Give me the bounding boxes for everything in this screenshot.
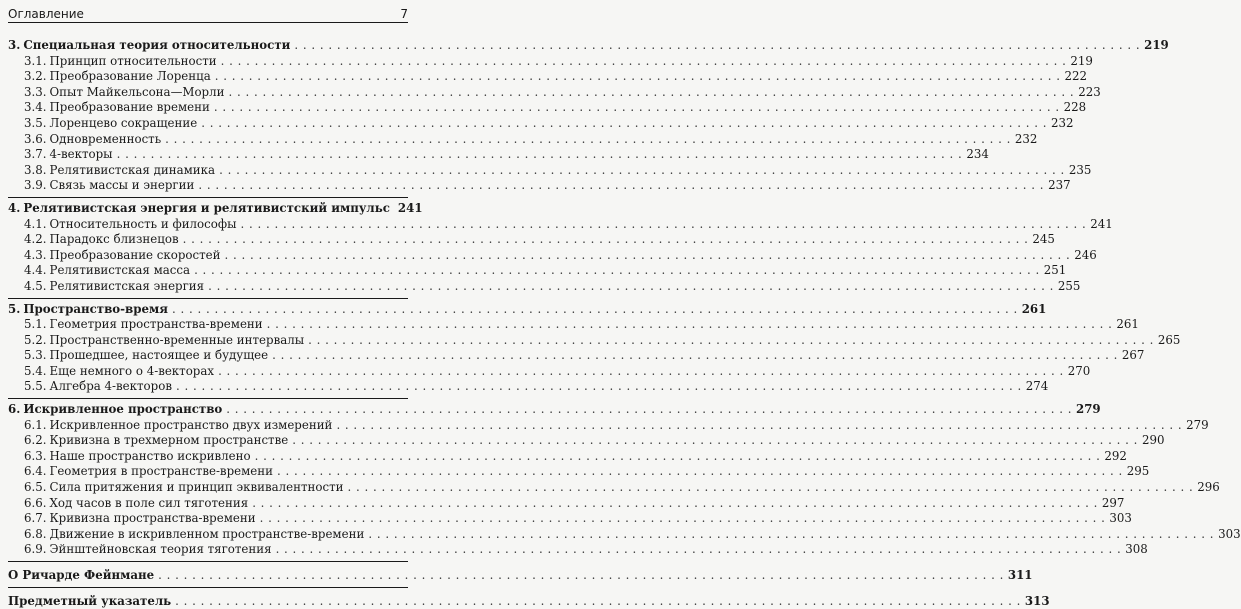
dot-leader (260, 511, 1106, 527)
section-entry-page-number: 303 (1109, 511, 1132, 526)
chapter-entry-page-number: 241 (397, 200, 423, 215)
section-entry-number: 6.8. (24, 526, 47, 541)
section-entry-title-wrap (24, 364, 214, 380)
standalone-entry-title-wrap (8, 594, 171, 609)
section-entry[interactable] (8, 216, 1113, 233)
section-entry-page-number: 308 (1125, 542, 1148, 557)
section-entry-page-number: 245 (1032, 232, 1055, 247)
dot-leader (183, 232, 1029, 248)
chapter-entry-title-wrap (8, 201, 390, 217)
section-entry-number: 5.5. (24, 379, 47, 394)
section-entry-title: Преобразование Лоренца (49, 69, 211, 84)
section-entry-title: Искривленное пространство двух измерений (49, 417, 333, 432)
chapter-entry[interactable] (8, 402, 1101, 418)
section-entry[interactable] (8, 263, 1067, 279)
dot-leader (221, 54, 1067, 70)
section-entry-page-number: 297 (1101, 495, 1125, 510)
section-entry-number: 5.1. (24, 317, 47, 332)
section-entry-title: Наше пространство искривлено (49, 448, 251, 463)
section-entry-number: 3.8. (24, 162, 47, 177)
section-entry-title-wrap (24, 116, 197, 132)
section-entry[interactable] (8, 379, 1049, 395)
section-entry-title-wrap (24, 69, 211, 85)
section-entry-title-wrap (24, 178, 194, 194)
section-entry[interactable] (8, 69, 1088, 85)
dot-leader (218, 364, 1064, 380)
section-entry[interactable] (8, 526, 1241, 543)
section-entry-title-wrap (24, 100, 210, 116)
section-entry-title-wrap (24, 480, 343, 496)
section-entry-title-wrap (24, 163, 215, 179)
section-entry-title-wrap (24, 348, 268, 364)
section-entry-page-number: 228 (1063, 100, 1087, 115)
chapter-entry[interactable] (8, 200, 423, 217)
section-entry[interactable] (8, 147, 989, 163)
chapter-entry-number: 6. (8, 402, 21, 417)
section-entry-page-number: 232 (1014, 131, 1038, 146)
section-entry-number: 4.3. (24, 247, 47, 262)
section-entry-title-wrap (24, 54, 217, 70)
section-entry[interactable] (8, 84, 1101, 101)
section-entry[interactable] (8, 363, 1091, 380)
section-entry-page-number: 270 (1067, 363, 1091, 378)
chapter-group (8, 301, 1181, 400)
chapter-entry-title: Релятивистская энергия и релятивистский импульс (23, 200, 390, 215)
section-entry-number: 4.1. (24, 216, 47, 231)
section-entry-number: 5.2. (24, 332, 47, 347)
section-entry-number: 6.5. (24, 480, 47, 495)
section-entry-page-number: 232 (1050, 115, 1074, 130)
section-entry-page-number: 222 (1064, 69, 1088, 84)
section-entry-title: Преобразование скоростей (49, 247, 221, 262)
section-entry-page-number: 261 (1116, 317, 1139, 332)
chapter-group (8, 200, 1113, 299)
section-entry-page-number: 265 (1157, 332, 1181, 347)
section-entry-title: Сила притяжения и принцип эквивалентности (49, 480, 344, 495)
chapter-entry-number: 4. (8, 200, 21, 215)
section-entry-title: Опыт Майкельсона—Морли (49, 84, 225, 99)
section-entry-number: 3.7. (24, 147, 47, 162)
section-entry-title: 4-векторы (49, 147, 113, 162)
section-entry-title: Релятивистская энергия (49, 278, 205, 293)
section-entry-page-number: 235 (1068, 162, 1092, 177)
standalone-entry[interactable] (8, 568, 1033, 584)
section-entry-title: Ход часов в поле сил тяготения (49, 495, 249, 510)
section-entry-number: 3.2. (24, 69, 47, 84)
section-entry-title: Относительность и философы (49, 216, 237, 231)
dot-leader (226, 402, 1072, 418)
section-entry-number: 6.3. (24, 448, 47, 463)
section-entry[interactable] (8, 348, 1145, 364)
section-entry-number: 3.9. (24, 178, 47, 193)
dot-leader (368, 527, 1214, 543)
section-entry-title-wrap (24, 317, 263, 333)
dot-leader (158, 568, 1004, 584)
section-entry-number: 6.9. (24, 542, 47, 557)
section-entry[interactable] (8, 433, 1165, 449)
section-entry-title: Движение в искривленном пространстве-времени (49, 526, 365, 541)
chapter-entry[interactable] (8, 301, 1047, 318)
section-entry-page-number: 219 (1070, 53, 1093, 68)
section-entry-title: Принцип относительности (49, 53, 217, 68)
section-entry-title-wrap (24, 85, 224, 101)
section-entry-page-number: 251 (1043, 263, 1067, 278)
dot-leader (172, 302, 1018, 318)
dot-leader (165, 132, 1011, 148)
dot-leader (347, 480, 1193, 496)
section-entry-title-wrap (24, 496, 248, 512)
standalone-entry-title-wrap (8, 568, 154, 584)
chapter-entry-title: Специальная теория относительности (23, 38, 291, 52)
section-entry[interactable] (8, 178, 1071, 194)
dot-leader (201, 116, 1047, 132)
section-entry[interactable] (8, 247, 1097, 264)
section-entry-title-wrap (24, 449, 251, 465)
chapter-entry-title: Искривленное пространство (23, 402, 223, 417)
section-entry-number: 3.4. (24, 100, 47, 115)
chapter-entry-page-number: 279 (1076, 402, 1101, 417)
section-entry-page-number: 303 (1218, 526, 1241, 541)
section-entry-title-wrap (24, 333, 304, 349)
chapter-entry-number: 3. (8, 38, 21, 52)
standalone-entry-page-number: 313 (1024, 593, 1050, 608)
section-entry-number: 3.5. (24, 115, 47, 130)
section-entry[interactable] (8, 100, 1087, 116)
section-entry-title: Прошедшее, настоящее и будущее (49, 348, 269, 363)
section-entry-title-wrap (24, 279, 204, 295)
table-of-contents (8, 38, 1241, 609)
section-entry-number: 6.7. (24, 511, 47, 526)
dot-leader (255, 449, 1101, 465)
section-entry-title: Геометрия пространства-времени (49, 317, 263, 332)
section-entry-title-wrap (24, 464, 273, 480)
section-entry-page-number: 295 (1126, 464, 1150, 479)
section-entry-number: 5.3. (24, 348, 47, 363)
standalone-entry-title: Предметный указатель (8, 593, 172, 608)
section-entry-title-wrap (24, 433, 288, 449)
section-entry-number: 6.1. (24, 417, 47, 432)
dot-leader (272, 348, 1118, 364)
section-entry-number: 3.3. (24, 84, 47, 99)
running-head-title: Оглавление (8, 7, 84, 21)
dot-leader (215, 69, 1061, 85)
dot-leader (294, 38, 1140, 54)
section-entry[interactable] (8, 511, 1132, 527)
section-entry-title: Релятивистская масса (49, 263, 191, 278)
section-entry-title: Одновременность (49, 131, 162, 146)
section-entry-title: Геометрия в пространстве-времени (49, 464, 273, 479)
section-entry[interactable] (8, 53, 1093, 70)
section-entry-title: Преобразование времени (49, 100, 210, 115)
section-entry-page-number: 241 (1090, 216, 1113, 231)
section-entry-page-number: 223 (1078, 84, 1101, 99)
section-entry[interactable] (8, 232, 1055, 248)
section-entry-title-wrap (24, 217, 236, 233)
section-entry-title-wrap (24, 379, 172, 395)
section-entry-title: Кривизна в трехмерном пространстве (49, 433, 289, 448)
dot-leader (194, 263, 1040, 279)
section-entry[interactable] (8, 448, 1127, 465)
section-entry-number: 6.6. (24, 495, 47, 510)
section-entry[interactable] (8, 417, 1209, 434)
section-entry-number: 6.2. (24, 433, 47, 448)
section-entry-title: Еще немного о 4-векторах (49, 363, 215, 378)
dot-leader (277, 464, 1123, 480)
chapter-entry-title: Пространство-время (23, 301, 168, 316)
section-entry-page-number: 237 (1048, 178, 1071, 193)
dot-leader (214, 100, 1060, 116)
standalone-entry-title: О Ричарде Фейнмане (8, 568, 155, 582)
section-entry-number: 6.4. (24, 464, 47, 479)
dot-leader (225, 248, 1071, 264)
chapter-group (8, 38, 1169, 198)
dot-leader (208, 279, 1054, 295)
running-head-page-number: 7 (400, 7, 408, 21)
section-entry-page-number: 296 (1197, 480, 1220, 495)
chapter-entry[interactable] (8, 38, 1169, 54)
section-entry-title: Алгебра 4-векторов (49, 379, 172, 394)
section-entry-title-wrap (24, 147, 113, 163)
dot-leader (117, 147, 963, 163)
section-entry-page-number: 279 (1186, 417, 1209, 432)
chapter-entry-title-wrap (8, 402, 222, 418)
section-entry[interactable] (8, 464, 1150, 480)
section-entry-page-number: 274 (1025, 379, 1049, 394)
section-entry[interactable] (8, 115, 1074, 132)
section-entry-title-wrap (24, 248, 221, 264)
section-entry-title-wrap (24, 263, 190, 279)
dot-leader (240, 217, 1086, 233)
section-entry-title-wrap (24, 542, 272, 558)
standalone-entry-page-number: 311 (1007, 568, 1033, 582)
section-entry-page-number: 255 (1057, 278, 1081, 293)
section-entry-title: Эйнштейновская теория тяготения (49, 542, 272, 557)
running-head (8, 5, 408, 23)
chapter-entry-title-wrap (8, 302, 168, 318)
dot-leader (276, 542, 1122, 558)
divider (8, 587, 408, 588)
section-entry-page-number: 246 (1074, 247, 1097, 262)
section-entry-page-number: 234 (966, 147, 989, 162)
section-entry-number: 4.4. (24, 263, 47, 278)
section-entry-number: 5.4. (24, 363, 47, 378)
section-entry-page-number: 290 (1141, 433, 1165, 448)
section-entry[interactable] (8, 332, 1181, 349)
dot-leader (336, 418, 1182, 434)
chapter-entry-title-wrap (8, 38, 290, 54)
dot-leader (308, 333, 1154, 349)
chapter-entry-number: 5. (8, 301, 21, 316)
chapter-entry-page-number: 261 (1021, 301, 1047, 316)
chapter-group (8, 402, 1241, 562)
section-entry-title: Пространственно-временные интервалы (49, 332, 305, 347)
section-entry[interactable] (8, 495, 1125, 512)
dot-leader (252, 496, 1098, 512)
section-entry-page-number: 267 (1121, 348, 1145, 363)
section-entry-title: Парадокс близнецов (49, 232, 179, 247)
section-entry-page-number: 292 (1104, 448, 1127, 463)
dot-leader (228, 85, 1074, 101)
dot-leader (198, 178, 1044, 194)
dot-leader (176, 379, 1022, 395)
dot-leader (292, 433, 1138, 449)
section-entry-title-wrap (24, 418, 332, 434)
section-entry-title-wrap (24, 232, 179, 248)
section-entry-number: 3.1. (24, 53, 47, 68)
section-entry[interactable] (8, 317, 1139, 333)
section-entry-title-wrap (24, 511, 256, 527)
dot-leader (267, 317, 1113, 333)
section-entry[interactable] (8, 542, 1148, 558)
section-entry-number: 4.2. (24, 232, 47, 247)
dot-leader (175, 594, 1021, 609)
section-entry-title: Релятивистская динамика (49, 162, 216, 177)
section-entry-number: 4.5. (24, 278, 47, 293)
section-entry[interactable] (8, 162, 1092, 179)
section-entry-title: Лоренцево сокращение (49, 115, 198, 130)
section-entry-title-wrap (24, 527, 364, 543)
section-entry[interactable] (8, 131, 1038, 148)
section-entry-title: Кривизна пространства-времени (49, 511, 256, 526)
section-entry-number: 3.6. (24, 131, 47, 146)
chapter-entry-page-number: 219 (1144, 38, 1169, 52)
section-entry[interactable] (8, 480, 1220, 496)
section-entry-title-wrap (24, 132, 161, 148)
section-entry[interactable] (8, 278, 1081, 295)
standalone-entry[interactable] (8, 593, 1050, 609)
dot-leader (219, 163, 1065, 179)
section-entry-title: Связь массы и энергии (49, 178, 195, 193)
